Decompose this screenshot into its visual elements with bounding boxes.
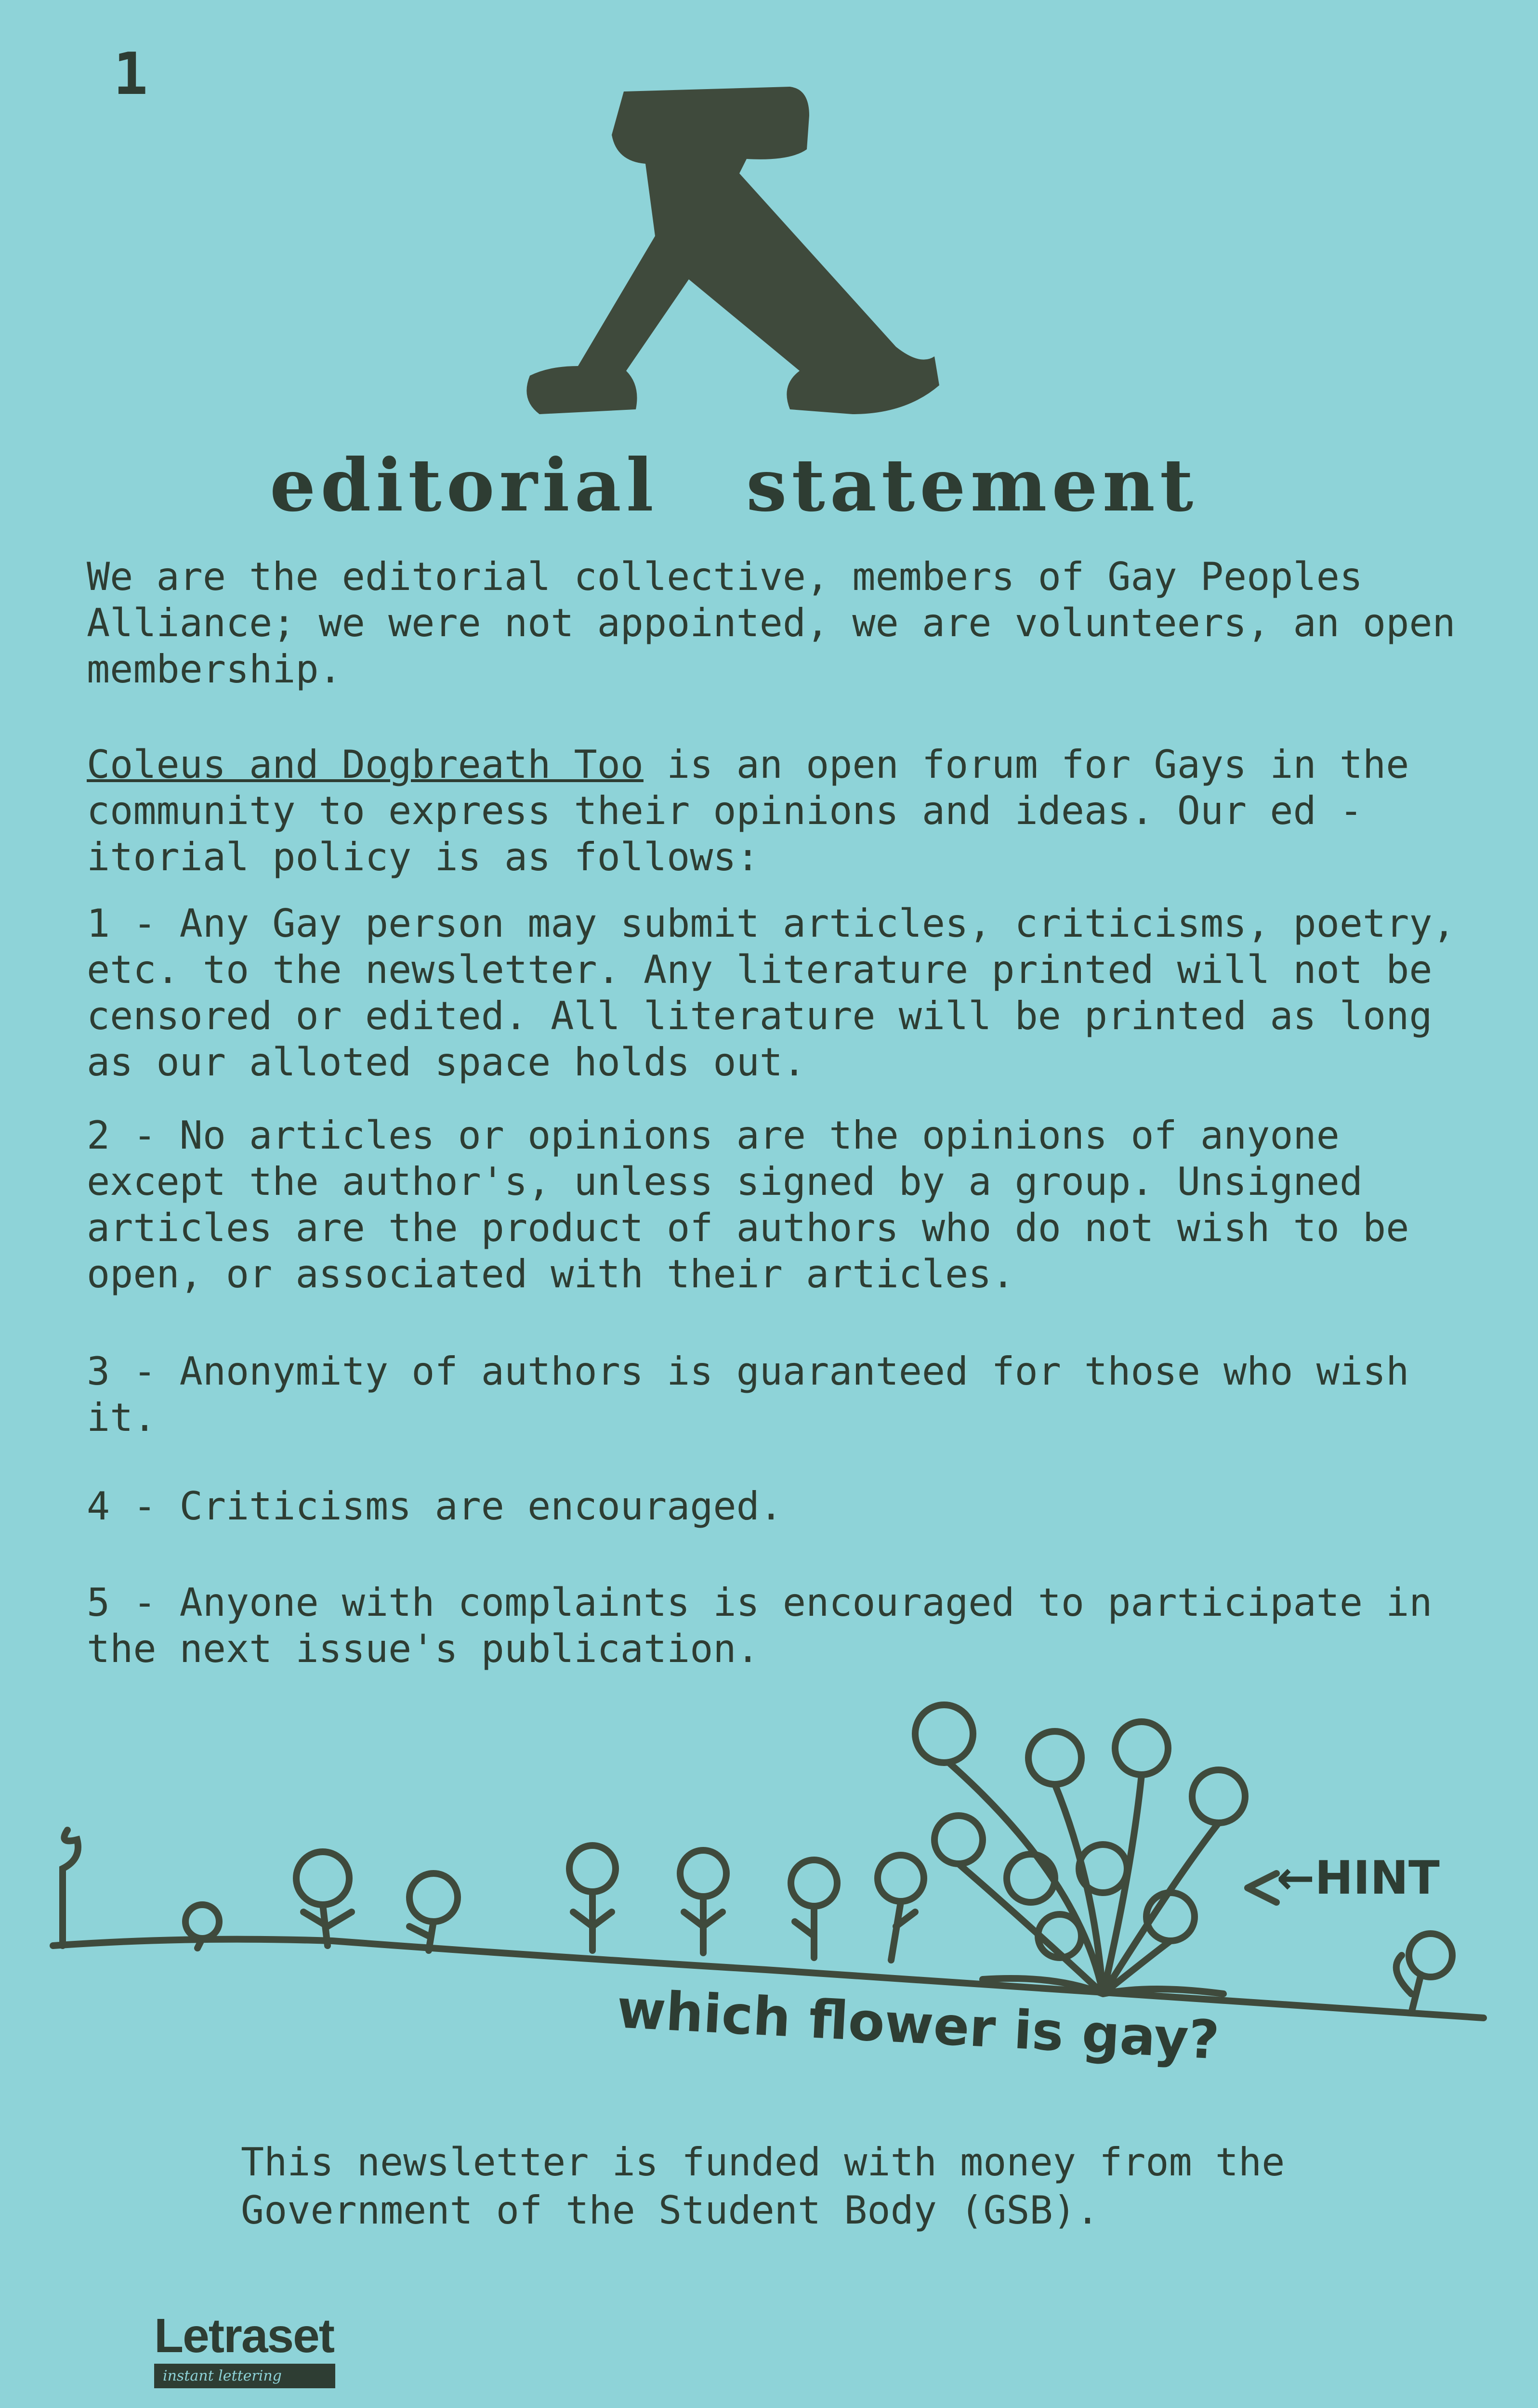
letraset-logo <box>154 2309 356 2403</box>
forum-rest: is an open forum for Gays in the community to express their opinions and ideas. Our ed -itorial policy is as follows: <box>87 742 1409 879</box>
funding-note: This newsletter is funded with money from the Government of the Student Body (GSB). <box>241 2140 1285 2233</box>
headline: editorial statement <box>270 443 1198 528</box>
flower-6 <box>791 1860 837 1958</box>
letraset-subline: instant lettering <box>154 2364 335 2388</box>
lambda-logo-icon <box>520 77 963 433</box>
policy-point-2: 2 - No articles or opinions are the opinions of anyone except the author's, unless signed by a group. Unsigned articles are the product of authors who do not wish to be open, or associated with their articles. <box>87 1113 1409 1296</box>
policy-point-4: 4 - Criticisms are encouraged. <box>87 1484 783 1529</box>
page-number: 1 <box>113 41 148 108</box>
letraset-wordmark: Letraset <box>154 2309 334 2363</box>
flower-3 <box>409 1873 458 1950</box>
flower-5 <box>680 1850 726 1953</box>
drawing-caption: which flower is gay? <box>615 1978 1221 2071</box>
policy-point-5: 5 - Anyone with complaints is encouraged to participate in the next issue's publication. <box>87 1580 1433 1671</box>
policy-point-3: 3 - Anonymity of authors is guaranteed for those who wish it. <box>87 1349 1409 1440</box>
flower-2 <box>296 1852 352 1946</box>
flower-drawing <box>43 1686 1503 2143</box>
flower-far-right <box>1396 1934 1452 2013</box>
flower-7 <box>878 1855 924 1960</box>
intro-paragraph: We are the editorial collective, members of Gay Peoples Alliance; we were not appointed, we are volunteers, an open membership. <box>87 554 1456 692</box>
policy-point-1: 1 - Any Gay person may submit articles, criticisms, poetry, etc. to the newsletter. Any literature printed will not be censored or edited. All literature will be printed as long as our alloted space holds out. <box>87 901 1456 1085</box>
forum-paragraph <box>87 742 1464 880</box>
flower-bush <box>915 1705 1245 1994</box>
flower-4 <box>569 1845 616 1950</box>
hint-label: ←HINT <box>1276 1852 1440 1905</box>
forum-title: Coleus and Dogbreath Too <box>87 742 644 787</box>
